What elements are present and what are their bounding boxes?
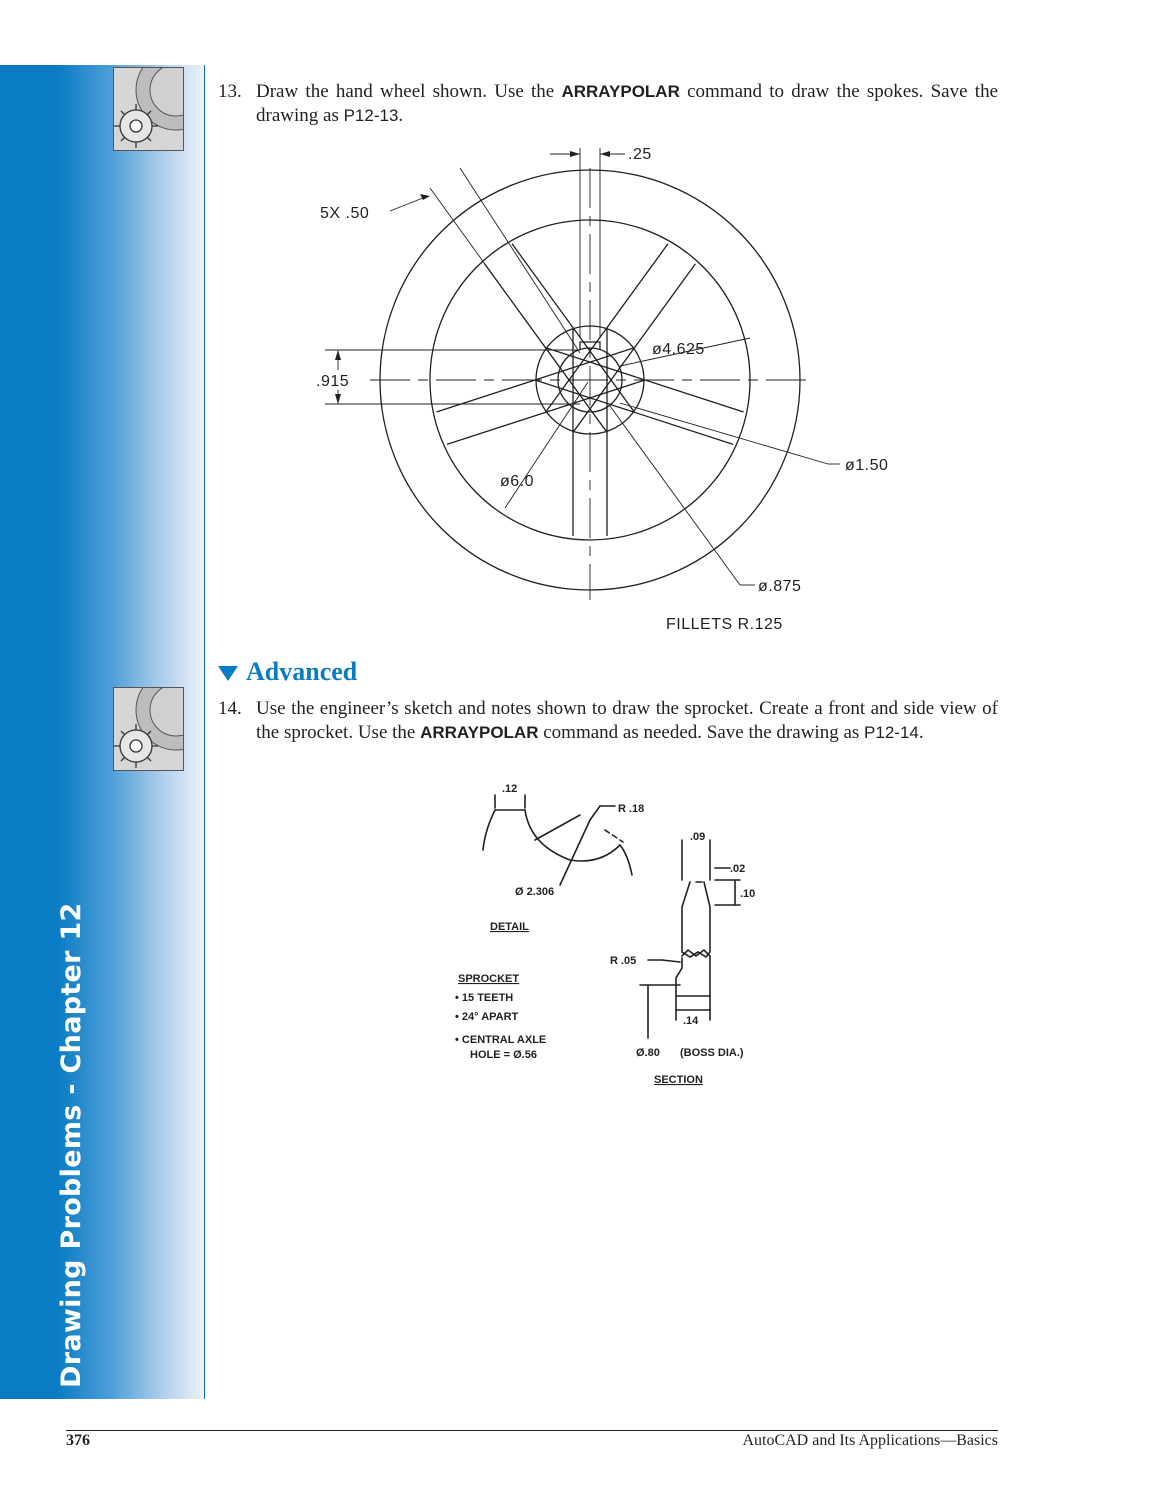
dim-fillet: R .05 xyxy=(610,955,637,967)
boss-note: (BOSS DIA.) xyxy=(680,1047,744,1059)
dim-hub-diameter: ø1.50 xyxy=(845,457,889,474)
dim-inner-rim: ø4.625 xyxy=(652,341,705,358)
dim-chamfer-width: .02 xyxy=(730,863,746,875)
command-name: ARRAYPOLAR xyxy=(420,723,539,742)
problem-text: Use the engineer’s sketch and notes shown to draw the sprocket. Create a front and side view of the sprocket. Use the ARRAYPOLAR command as needed. Save the drawing as P12-14. xyxy=(256,698,998,743)
problem-number: 13. xyxy=(218,81,242,102)
dim-bore-diameter: ø.875 xyxy=(758,578,802,595)
dim-pitch-diameter: Ø 2.306 xyxy=(515,886,555,898)
problem-number: 14. xyxy=(218,698,242,719)
note-hole: HOLE = Ø.56 xyxy=(470,1049,537,1061)
book-title: AutoCAD and Its Applications—Basics xyxy=(742,1432,998,1449)
dim-hub-width: .14 xyxy=(683,1015,699,1027)
dim-tooth-width: .12 xyxy=(502,783,518,795)
dim-slot-width: .25 xyxy=(628,146,652,163)
section-heading: Advanced xyxy=(218,657,357,687)
dim-chamfer-height: .10 xyxy=(740,888,756,900)
dim-rim-width: .09 xyxy=(690,831,706,843)
detail-label: DETAIL xyxy=(490,921,529,933)
note-teeth: • 15 TEETH xyxy=(455,992,514,1004)
notes-title: SPROCKET xyxy=(458,973,520,985)
dim-boss-diameter: Ø.80 xyxy=(636,1047,660,1059)
dim-hub-offset: .915 xyxy=(316,373,350,390)
problem-text: Draw the hand wheel shown. Use the ARRAYPOLAR command to draw the spokes. Save the drawing as P12-13. xyxy=(256,81,998,126)
page-number: 376 xyxy=(66,1432,90,1449)
gear-icon xyxy=(113,67,184,151)
section-label: SECTION xyxy=(654,1074,703,1086)
hand-wheel-figure xyxy=(280,138,920,638)
gear-icon xyxy=(113,687,184,771)
problem-14 xyxy=(218,697,998,745)
dim-spoke-width: 5X .50 xyxy=(320,205,370,222)
sprocket-sketch xyxy=(440,780,800,1095)
dim-outer-diameter: ø6.0 xyxy=(500,473,535,490)
dim-tooth-radius: R .18 xyxy=(618,803,645,815)
command-name: ARRAYPOLAR xyxy=(561,82,680,101)
triangle-icon xyxy=(218,666,238,681)
note-axle: • CENTRAL AXLE xyxy=(455,1034,547,1046)
note-spacing: • 24° APART xyxy=(455,1011,519,1023)
file-name: P12-13 xyxy=(343,106,399,125)
file-name: P12-14 xyxy=(864,723,919,742)
problem-13 xyxy=(218,80,998,128)
fillets-note: FILLETS R.125 xyxy=(666,616,783,633)
footer-rule xyxy=(66,1430,998,1431)
sidebar-title: Drawing Problems - Chapter 12 xyxy=(56,902,87,1388)
